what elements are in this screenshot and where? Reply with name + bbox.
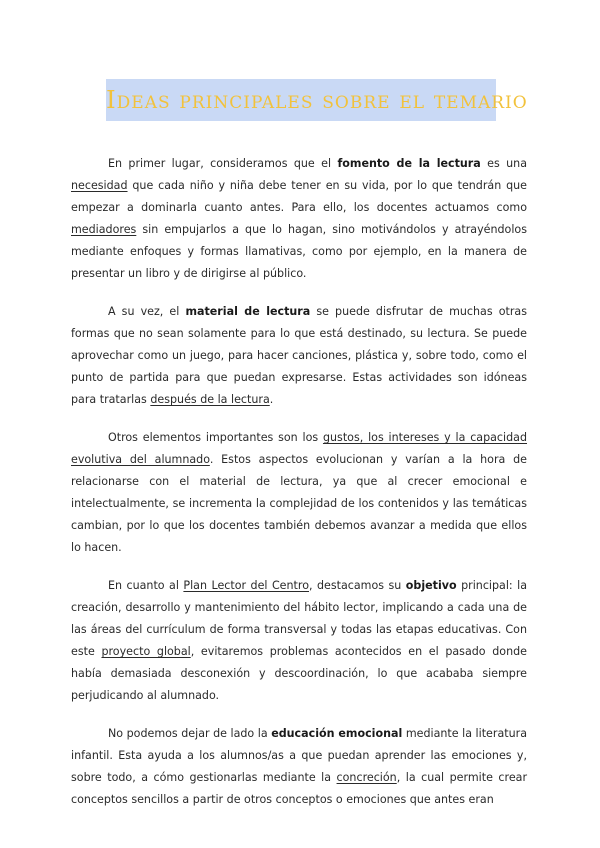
paragraph-gustos-intereses [71, 427, 527, 559]
underlined-term: después de la lectura [150, 393, 270, 406]
text-run: sin empujarlos a que lo hagan, sino motivándolos y atrayéndolos mediante enfoques y formas llamativas, como por ejemplo, en la manera de presentar un libro y de dirigirse al público. [71, 223, 527, 280]
bold-term: objetivo [405, 579, 457, 592]
paragraph-plan-lector [71, 575, 527, 707]
underlined-term: mediadores [71, 223, 137, 236]
underlined-term: gustos, los intereses y la capacidad evolutiva del alumnado [71, 431, 527, 466]
underlined-term: proyecto global [101, 645, 191, 658]
text-run: que cada niño y niña debe tener en su vida, por lo que tendrán que empezar a dominarla cuanto antes. Para ello, los docentes actuamos como [71, 179, 527, 214]
text-run: principal: la creación, desarrollo y mantenimiento del hábito lector, implicando a cada una de las áreas del currículum de forma transversal y todas las etapas educativas. Con este [71, 579, 527, 658]
text-run: En primer lugar, consideramos que el [108, 157, 338, 170]
bold-term: material de lectura [185, 305, 311, 318]
text-run: , la cual permite crear conceptos sencillos a partir de otros conceptos o emociones que antes eran [71, 771, 528, 806]
text-run: , destacamos su [309, 579, 406, 592]
title-highlight [106, 79, 528, 121]
text-run: es una [480, 157, 527, 170]
page-title: Ideas principales sobre el temario [106, 85, 528, 114]
underlined-term: concreción [336, 771, 397, 784]
text-run: Otros elementos importantes son los [108, 431, 323, 444]
paragraph-fomento-lectura [71, 153, 527, 285]
text-run: A su vez, el [108, 305, 186, 318]
text-run: mediante la literatura infantil. Esta ayuda a los alumnos/as a que puedan aprender las emociones y, sobre todo, a cómo gestionarlas mediante la [71, 727, 527, 784]
text-run: No podemos dejar de lado la [108, 727, 272, 740]
text-run: , evitaremos problemas acontecidos en el pasado donde había demasiada desconexión y descoordinación, lo que acababa siempre perjudicando al alumnado. [71, 645, 527, 702]
underlined-term: necesidad [71, 179, 128, 192]
text-run: se puede disfrutar de muchas otras formas que no sean solamente para lo que está destinado, su lectura. Se puede aprovechar como un juego, para hacer canciones, plástica y, sobre todo, como el punto de partida para que puedan expresarse. Estas actividades son idóneas para tratarlas [71, 305, 528, 406]
bold-term: educación emocional [271, 727, 403, 740]
text-run: . [269, 393, 274, 406]
bold-term: fomento de la lectura [337, 157, 481, 170]
underlined-term: Plan Lector del Centro [183, 579, 309, 592]
paragraph-educacion-emocional [71, 723, 528, 806]
paragraph-material-lectura [71, 301, 527, 411]
text-run: . Estos aspectos evolucionan y varían a la hora de relacionarse con el material de lectura, ya que al crecer emocional e intelectualmente, se incrementa la complejidad de los contenidos y las temáticas cambian, por lo que los docentes también debemos avanzar a medida que ellos lo hacen. [71, 453, 527, 554]
text-run: En cuanto al [108, 579, 184, 592]
document-body [71, 153, 528, 806]
